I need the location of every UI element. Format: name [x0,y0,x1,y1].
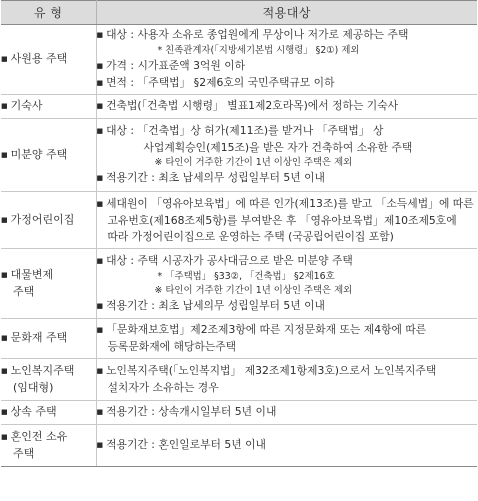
table-header-row [1,1,477,25]
target-line: 적용기간 : 상속개시일부터 5년 이내 [106,405,277,418]
bullet-icon: ■ [1,367,8,375]
type-cell [1,119,96,192]
target-note: ※ 타인이 거주한 기간이 1년 이상인 주택은 제외 [154,284,353,296]
target-line: 적용기간 : 혼인일로부터 5년 이내 [106,438,266,451]
bullet-icon: ■ [96,367,104,375]
type-label: 상속 주택 [10,405,57,418]
target-line: 사업계획승인(제15조)을 받은 자가 건축하여 소유한 주택 [143,141,413,154]
table-row [1,25,477,95]
table-row [1,249,477,319]
bullet-icon: ■ [96,127,104,135]
type-label: 혼인전 소유 [10,430,68,443]
bullet-icon: ■ [96,174,104,182]
table-row [1,119,477,192]
bullet-icon: ■ [96,408,104,416]
type-label: 가정어린이집 [10,212,75,226]
target-line: 건축법(「건축법 시행령」 별표1제2호라목)에서 정하는 기숙사 [106,99,399,112]
header-target: 적용대상 [96,1,477,25]
bullet-icon: ■ [96,441,104,449]
bullet-icon: ■ [96,326,104,334]
table-row [1,401,477,425]
type-label: 주택 [13,285,35,298]
target-cell [96,249,477,319]
target-line: 적용기간 : 최초 납세의무 성립일부터 5년 이내 [106,298,325,312]
target-line: 고유번호(제168조제5항)를 부여받은 후 「영유아보육법」제10조제5호에 [107,213,457,227]
bullet-icon: ■ [96,199,104,208]
target-cell [96,192,477,249]
target-line: 대상 : 주택 시공자가 공사대금으로 받은 미분양 주택 [106,253,353,267]
type-cell [1,359,96,401]
target-note: * 「주택법」 §33②, 「건축법」 §2제16호 [157,270,335,282]
target-note: * 친족관계자(「지방세기본법 시행령」 §2①) 제외 [157,45,360,56]
bullet-icon: ■ [96,256,104,265]
bullet-icon: ■ [1,215,8,224]
bullet-icon: ■ [96,301,104,310]
bullet-icon: ■ [1,271,8,279]
type-label: 기숙사 [10,99,43,112]
target-line: 세대원이 「영유아보육법」에 따른 인가(제13조)를 받고 「소득세법」에 따른 [106,196,474,210]
type-cell [1,95,96,119]
target-line: 따라 가정어린이집으로 운영하는 주택 (국공립어린이집 포함) [107,229,394,243]
target-line: 대상 : 「건축법」상 허가(제11조)를 받거나 「주택법」 상 [106,124,384,137]
target-cell [96,119,477,192]
type-label: 대물변제 [10,268,54,281]
target-cell [96,425,477,467]
target-cell [96,359,477,401]
target-cell [96,95,477,119]
target-line: 노인복지주택(「노인복지법」 제32조제1항제3호)으로서 노인복지주택 [106,364,437,377]
target-line: 등록문화재에 해당하는주택 [107,340,237,353]
bullet-icon: ■ [1,150,8,159]
table-row [1,319,477,359]
type-cell [1,319,96,359]
type-label: (임대형) [13,381,54,394]
target-cell [96,319,477,359]
type-label: 사원용 주택 [10,52,68,65]
target-line: 「문화재보호법」제2조제3항에 따른 지정문화재 또는 제4항에 따른 [106,323,427,336]
table-row [1,425,477,467]
bullet-icon: ■ [1,408,8,416]
bullet-icon: ■ [96,62,104,70]
bullet-icon: ■ [96,31,104,39]
table-row [1,95,477,119]
bullet-icon: ■ [1,433,8,441]
bullet-icon: ■ [1,334,8,342]
target-line: 가격 : 시가표준액 3억원 이하 [106,59,246,72]
header-type: 유 형 [1,1,96,25]
table-row [1,192,477,249]
type-label: 주택 [13,447,35,460]
type-cell [1,425,96,467]
type-label: 노인복지주택 [10,364,75,377]
target-cell [96,401,477,425]
bullet-icon: ■ [96,102,104,110]
type-label: 미분양 주택 [10,147,68,161]
target-line: 설치자가 소유하는 경우 [107,381,219,394]
type-cell [1,192,96,249]
type-cell [1,25,96,95]
type-label: 문화재 주택 [10,331,68,344]
bullet-icon: ■ [96,79,104,87]
housing-type-table [1,0,477,467]
target-line: 면적 : 「주택법」 §2제6호의 국민주택규모 이하 [106,76,335,89]
type-cell [1,249,96,319]
bullet-icon: ■ [1,55,8,63]
type-cell [1,401,96,425]
target-note: ※ 타인이 거주한 기간이 1년 이상인 주택은 제외 [154,157,353,168]
target-line: 적용기간 : 최초 납세의무 성립일부터 5년 이내 [106,171,325,184]
target-line: 대상 : 사용자 소유로 종업원에게 무상이나 저가로 제공하는 주택 [106,28,409,41]
table-row [1,359,477,401]
target-cell [96,25,477,95]
bullet-icon: ■ [1,102,8,110]
